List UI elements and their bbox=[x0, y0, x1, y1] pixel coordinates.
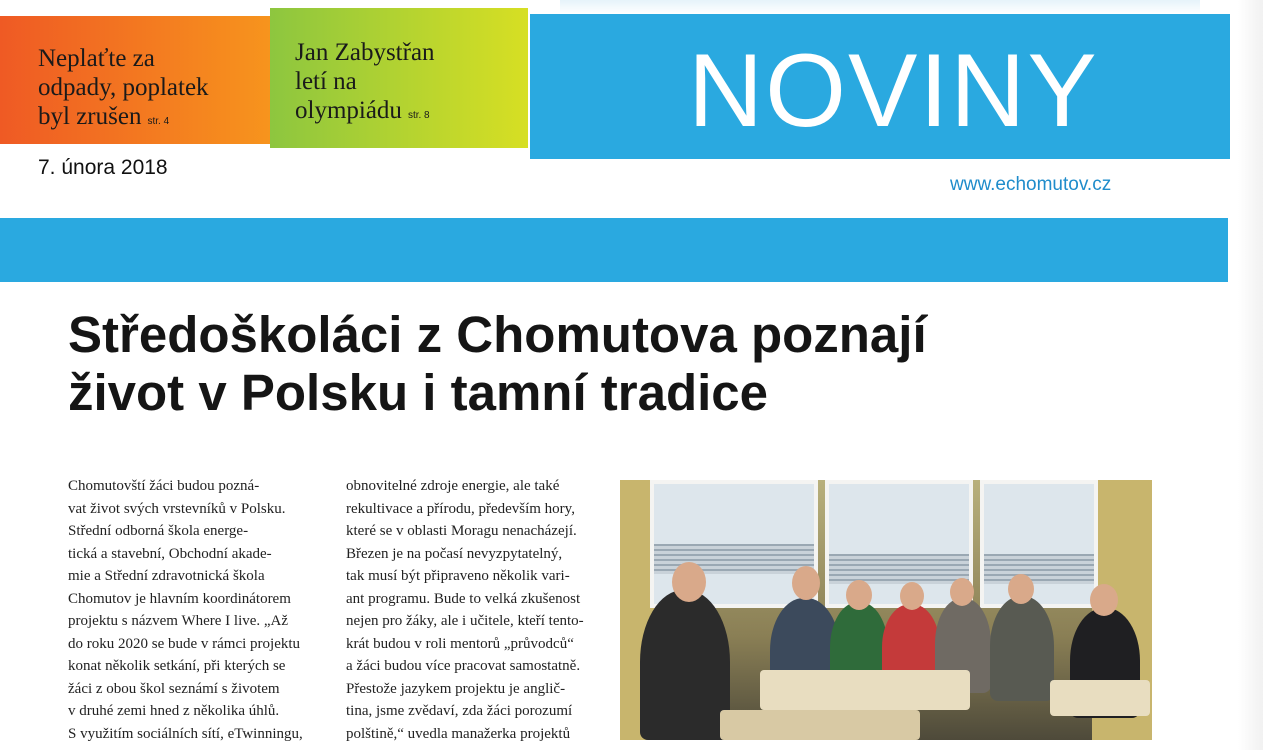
article-column-2: obnovitelné zdroje energie, ale také rekultivace a přírodu, především hory, které se v oblasti Moragu nenacházejí. Březen je na počasí nevyzpytatelný, tak musí být připraveno několik vari- ant programu. Bude to velká zkušenost nejen pro žáky, ale i učitele, kteří tento- krát budou v roli mentorů „průvodců“ a žáci budou více pracovat samostatně. Přestože jazykem projektu je anglič- tina, jsme zvědaví, zda žáci porozumí polštině,“ uvedla manažerka projektů bbox=[346, 478, 584, 742]
photo-head-4 bbox=[900, 582, 924, 610]
masthead bbox=[530, 14, 1230, 159]
photo-window-3 bbox=[980, 480, 1098, 608]
teaser-waste-fees-page-ref: str. 4 bbox=[147, 116, 170, 127]
article-column-1: Chomutovští žáci budou pozná- vat život svých vrstevníků v Polsku. Střední odborná škola energe- tická a stavební, Obchodní akade- mie a Střední zdravotnická škola Chomutov je hlavním koordinátorem projektu s názvem Where I live. „Až do roku 2020 se bude v rámci projektu konat několik setkání, při kterých se žáci z obou škol seznámí s životem v druhé zemi hned z několika úhlů. S využitím sociálních sítí, eTwinningu, bbox=[68, 478, 303, 742]
photo-head-6 bbox=[1008, 574, 1034, 604]
teaser-olympics-text: Jan Zabystřan letí na olympiádu str. 8 bbox=[295, 39, 435, 124]
photo-person-1 bbox=[640, 590, 730, 740]
teaser-box-olympics[interactable] bbox=[270, 8, 528, 148]
photo-head-5 bbox=[950, 578, 974, 606]
article-photo bbox=[620, 480, 1152, 740]
article-headline: Středoškoláci z Chomutova poznají život v Polsku i tamní tradice bbox=[68, 306, 927, 421]
masthead-title: NOVINY bbox=[688, 33, 1099, 149]
masthead-top-edge bbox=[560, 0, 1200, 14]
photo-person-6 bbox=[990, 596, 1054, 701]
photo-head-2 bbox=[792, 566, 820, 600]
teaser-olympics-page-ref: str. 8 bbox=[407, 110, 430, 121]
teaser-box-waste-fees[interactable] bbox=[0, 16, 270, 144]
teaser-waste-fees-text: Neplaťte za odpady, poplatek byl zrušen str. 4 bbox=[38, 45, 209, 130]
section-band bbox=[0, 218, 1228, 282]
photo-table-2 bbox=[1050, 680, 1150, 716]
photo-table-3 bbox=[720, 710, 920, 740]
issue-date: 7. února 2018 bbox=[38, 156, 168, 179]
photo-head-3 bbox=[846, 580, 872, 610]
photo-head-7 bbox=[1090, 584, 1118, 616]
photo-head-1 bbox=[672, 562, 706, 602]
website-link[interactable]: www.echomutov.cz bbox=[950, 174, 1112, 195]
page-edge bbox=[1238, 0, 1263, 750]
photo-table-1 bbox=[760, 670, 970, 710]
